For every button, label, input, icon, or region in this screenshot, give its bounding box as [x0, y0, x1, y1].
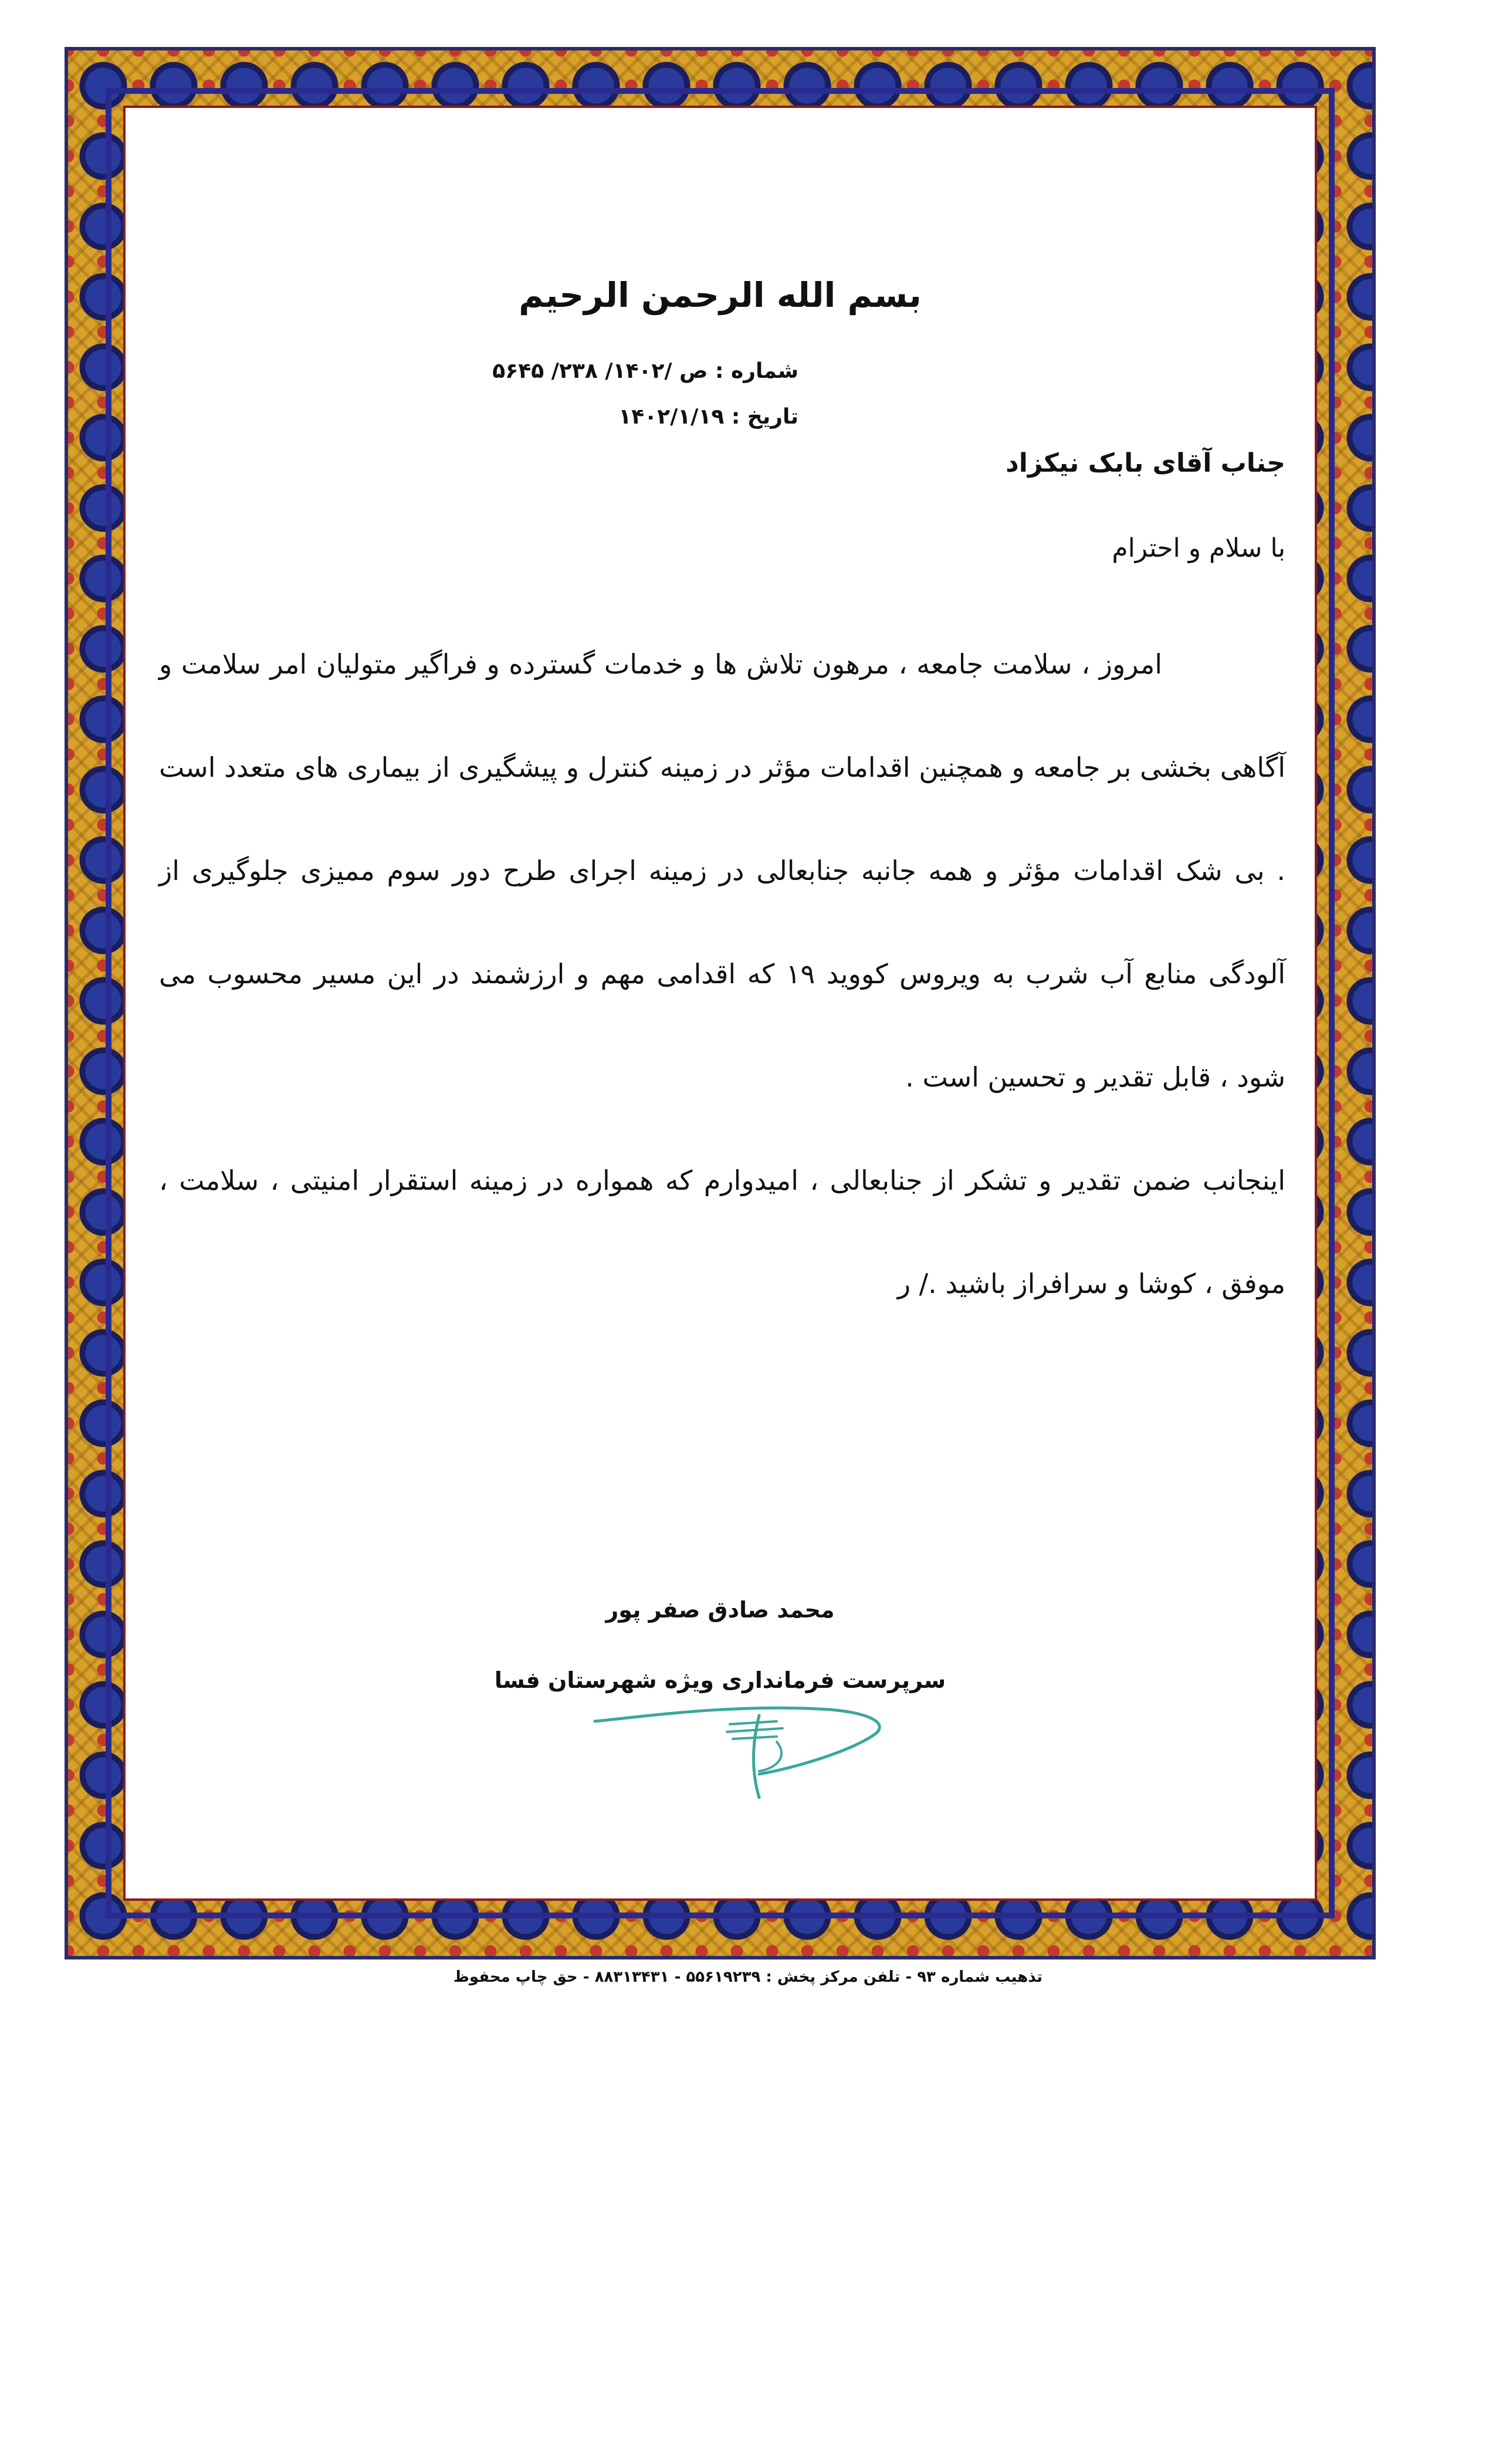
handwritten-signature [583, 1680, 912, 1803]
body-paragraph-1: امروز ، سلامت جامعه ، مرهون تلاش ها و خدمات گسترده و فراگیر متولیان امر سلامت و آگاهی بخشی بر جامعه و همچنین اقدامات مؤثر در زمینه کنترل و پیشگیری از بیماری های متعدد است . بی شک اقدامات مؤثر و همه جانبه جنابعالی در زمینه اجرای طرح دور سوم ممیزی جلوگیری از آلودگی منابع آب شرب به ویروس کووید ۱۹ که اقدامی مهم و ارزشمند در این مسیر محسوب می شود ، قابل تقدیر و تحسین است . [159, 648, 1286, 1093]
letter-number-label: شماره : [715, 359, 798, 383]
letter-number-row [329, 348, 798, 394]
printer-footnote: تذهیب شماره ۹۳ - تلفن مرکز پخش : ۵۵۶۱۹۲۳۹ - ۸۸۳۱۳۴۳۱ - حق چاپ محفوظ [453, 1968, 1043, 1986]
basmala-heading: بسم الله الرحمن الرحيم [519, 275, 922, 315]
greeting: با سلام و احترام [1112, 533, 1285, 563]
letter-date-value: ۱۴۰۲/۱/۱۹ [618, 405, 725, 429]
signatory-name: محمد صادق صفر پور [605, 1597, 835, 1623]
letter-date-label: تاریخ : [731, 405, 798, 429]
letter-body [159, 612, 1285, 1335]
signatory-title: سرپرست فرمانداری ویژه شهرستان فسا [494, 1667, 946, 1693]
body-paragraph-2: اینجانب ضمن تقدیر و تشکر از جنابعالی ، امیدوارم که همواره در زمینه استقرار امنیتی ، سلامت ، موفق ، کوشا و سرافراز باشید ./ ر [159, 1165, 1285, 1299]
letter-number-value: ص /۱۴۰۲/ ۲۳۸/ ۵۶۴۵ [492, 359, 708, 383]
letter-date-row [329, 394, 798, 440]
letter-meta [329, 348, 798, 440]
letter-content [126, 108, 1315, 1898]
addressee: جناب آقای بابک نیکزاد [1006, 448, 1285, 478]
letter-paper [123, 106, 1317, 1901]
